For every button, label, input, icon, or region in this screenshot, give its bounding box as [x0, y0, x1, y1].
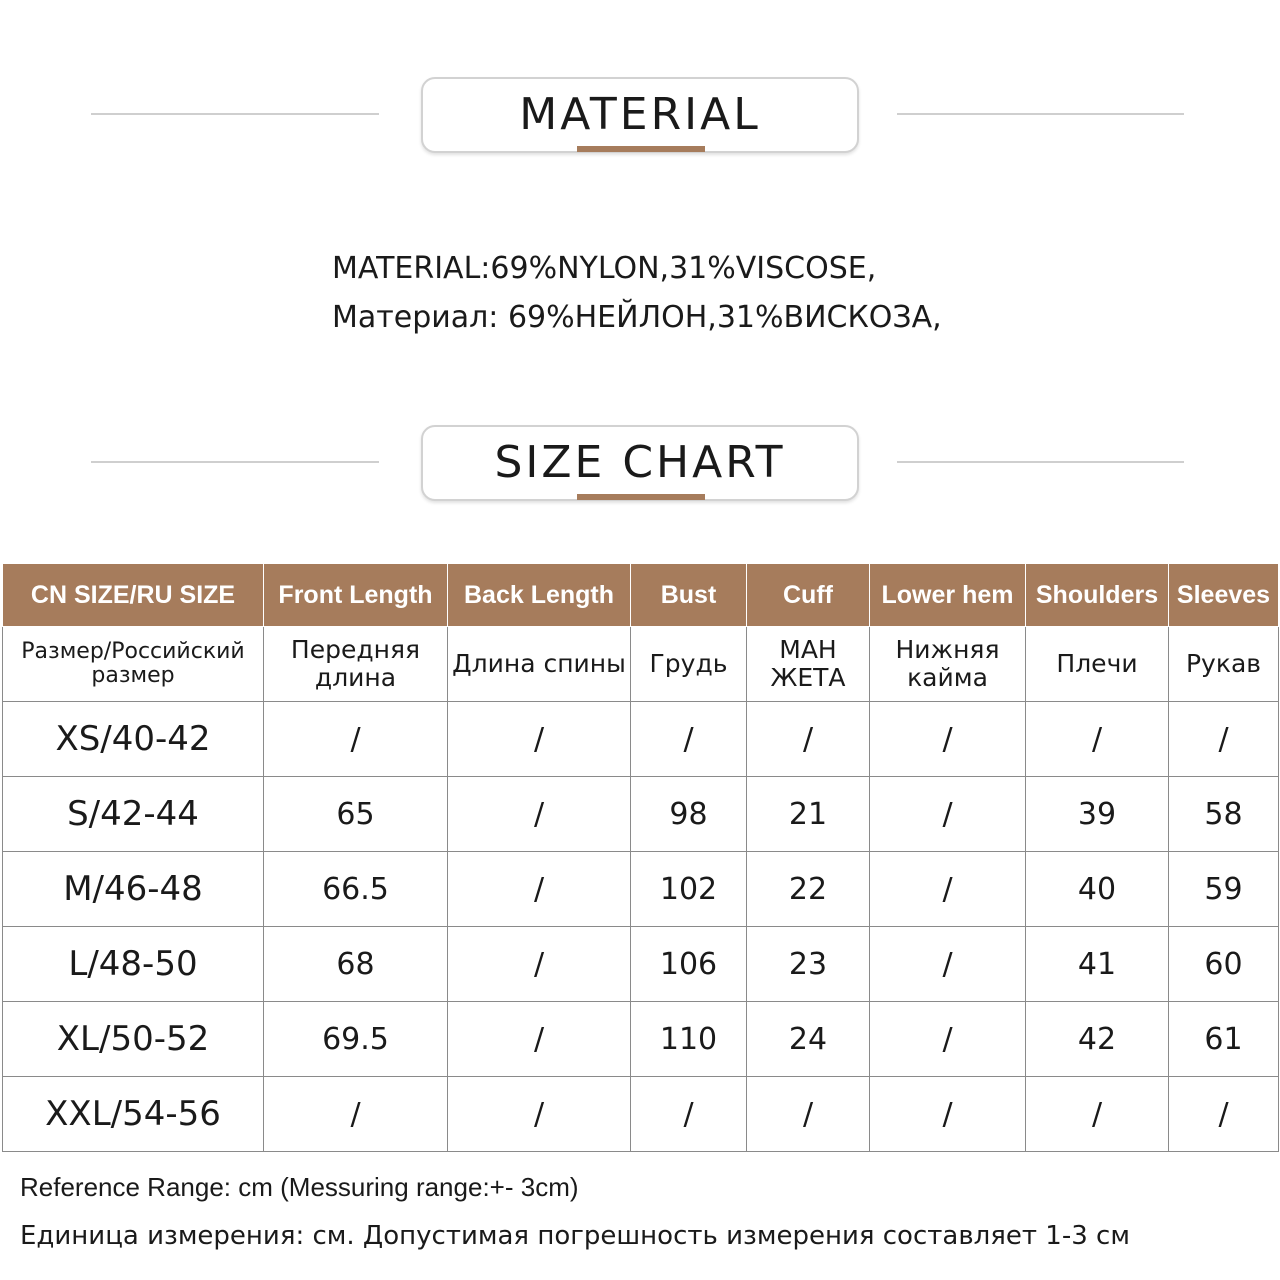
measurement-cell: 59: [1169, 852, 1279, 927]
section-title: SIZE CHART: [494, 437, 786, 488]
measurement-cell: 22: [747, 852, 870, 927]
size-chart-section-header: [0, 425, 1280, 505]
size-chart-table: [2, 563, 1279, 1152]
measurement-cell: 23: [747, 927, 870, 1002]
measurement-cell: 110: [631, 1002, 747, 1077]
header-cell-ru: Рукав: [1169, 627, 1279, 702]
measurement-cell: 69.5: [264, 1002, 448, 1077]
measurement-cell: /: [448, 852, 631, 927]
measurement-cell: 106: [631, 927, 747, 1002]
measurement-cell: 58: [1169, 777, 1279, 852]
measurement-cell: /: [448, 927, 631, 1002]
header-cell-ru: Нижняя кайма: [870, 627, 1026, 702]
header-cell: Shoulders: [1026, 564, 1169, 627]
measurement-cell: 61: [1169, 1002, 1279, 1077]
section-title-badge: [421, 425, 859, 501]
measurement-cell: /: [870, 1002, 1026, 1077]
header-cell: Cuff: [747, 564, 870, 627]
header-cell: Lower hem: [870, 564, 1026, 627]
section-title-badge: [421, 77, 859, 153]
measurement-cell: /: [870, 852, 1026, 927]
measurement-cell: /: [448, 777, 631, 852]
table-row: [3, 852, 1279, 927]
measurement-cell: 40: [1026, 852, 1169, 927]
measurement-cell: 65: [264, 777, 448, 852]
header-cell: CN SIZE/RU SIZE: [3, 564, 264, 627]
header-cell-ru: Длина спины: [448, 627, 631, 702]
measurement-cell: /: [1169, 1077, 1279, 1152]
measurement-cell: /: [448, 1077, 631, 1152]
measurement-cell: /: [870, 702, 1026, 777]
divider-left: [91, 461, 379, 463]
header-cell-ru: Грудь: [631, 627, 747, 702]
measurement-cell: 41: [1026, 927, 1169, 1002]
title-underline-accent: [577, 146, 705, 152]
measurement-cell: 102: [631, 852, 747, 927]
table-row: [3, 702, 1279, 777]
size-cell: S/42-44: [3, 777, 264, 852]
measurement-cell: 66.5: [264, 852, 448, 927]
divider-left: [91, 113, 379, 115]
measurement-cell: 42: [1026, 1002, 1169, 1077]
measurement-cell: /: [747, 1077, 870, 1152]
measurement-cell: 21: [747, 777, 870, 852]
table-row: [3, 1002, 1279, 1077]
measurement-cell: /: [870, 777, 1026, 852]
divider-right: [897, 113, 1184, 115]
title-underline-accent: [577, 494, 705, 500]
divider-right: [897, 461, 1184, 463]
measurement-cell: /: [264, 1077, 448, 1152]
size-cell: XL/50-52: [3, 1002, 264, 1077]
measurement-cell: 68: [264, 927, 448, 1002]
header-cell-ru: Плечи: [1026, 627, 1169, 702]
table-row: [3, 927, 1279, 1002]
header-cell: Bust: [631, 564, 747, 627]
material-composition-ru: Материал: 69%НЕЙЛОН,31%ВИСКОЗА,: [332, 300, 942, 335]
measurement-cell: /: [631, 1077, 747, 1152]
material-composition-en: MATERIAL:69%NYLON,31%VISCOSE,: [332, 251, 877, 286]
table-header-row-en: [3, 564, 1279, 627]
header-cell-ru: МАН ЖЕТА: [747, 627, 870, 702]
size-cell: XS/40-42: [3, 702, 264, 777]
measurement-note-ru: Единица измерения: см. Допустимая погрешность измерения составляет 1-3 см: [20, 1221, 1130, 1251]
header-cell-ru: Передняя длина: [264, 627, 448, 702]
size-cell: XXL/54-56: [3, 1077, 264, 1152]
measurement-cell: /: [264, 702, 448, 777]
material-section-header: [0, 77, 1280, 157]
measurement-cell: /: [870, 927, 1026, 1002]
table-row: [3, 1077, 1279, 1152]
table-row: [3, 777, 1279, 852]
measurement-cell: /: [870, 1077, 1026, 1152]
measurement-cell: /: [1169, 702, 1279, 777]
header-cell: Front Length: [264, 564, 448, 627]
size-cell: L/48-50: [3, 927, 264, 1002]
table-header-row-ru: [3, 627, 1279, 702]
measurement-cell: 24: [747, 1002, 870, 1077]
section-title: MATERIAL: [519, 89, 761, 140]
measurement-cell: /: [1026, 1077, 1169, 1152]
header-cell: Back Length: [448, 564, 631, 627]
measurement-note-en: Reference Range: cm (Messuring range:+- 3cm): [20, 1172, 579, 1202]
measurement-cell: 60: [1169, 927, 1279, 1002]
measurement-cell: /: [631, 702, 747, 777]
measurement-cell: /: [448, 702, 631, 777]
measurement-cell: 98: [631, 777, 747, 852]
measurement-cell: /: [747, 702, 870, 777]
header-cell-ru: Размер/Российский размер: [3, 627, 264, 702]
measurement-cell: 39: [1026, 777, 1169, 852]
header-cell: Sleeves: [1169, 564, 1279, 627]
size-cell: M/46-48: [3, 852, 264, 927]
measurement-cell: /: [448, 1002, 631, 1077]
measurement-cell: /: [1026, 702, 1169, 777]
